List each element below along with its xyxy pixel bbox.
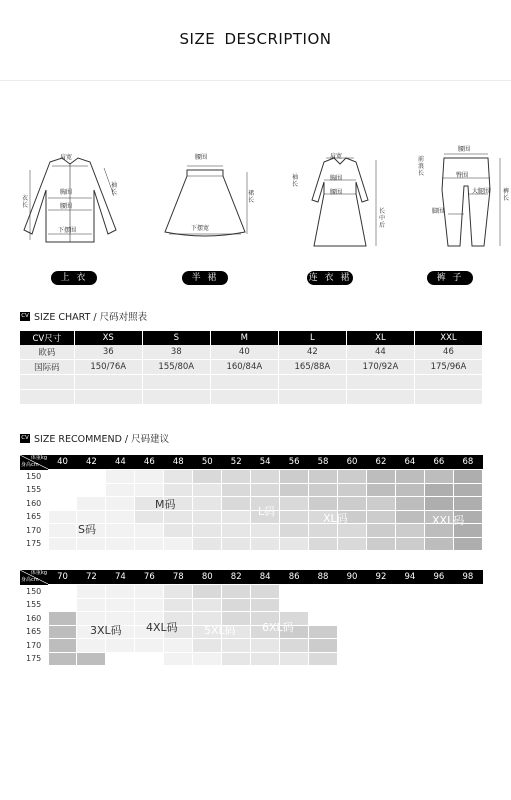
- recommend-cell: [48, 598, 77, 612]
- recommend-cell: [338, 652, 367, 666]
- front-rise-label: 前浪长: [418, 156, 425, 177]
- recommend-cell: [453, 585, 482, 599]
- recommend-cell: [424, 639, 453, 653]
- thigh-label: 大腿围: [472, 188, 491, 195]
- zone-label: M码: [155, 498, 176, 511]
- recommend-cell: [135, 639, 164, 653]
- cv-logo: CV: [21, 434, 29, 441]
- recommend-cell: [309, 625, 338, 639]
- weight-header: 90: [338, 570, 367, 585]
- row-label: 欧码: [20, 345, 74, 360]
- recommend-cell: [106, 483, 135, 497]
- recommend-cell: [193, 652, 222, 666]
- recommend-cell: [424, 612, 453, 626]
- recommend-cell: [106, 497, 135, 511]
- recommend-cell: [193, 585, 222, 599]
- recommend-cell: [222, 470, 251, 484]
- table-cell: 165/88A: [278, 360, 346, 375]
- leg-label: 脚围: [432, 208, 445, 215]
- table-cell: 150/76A: [74, 360, 142, 375]
- recommend-cell: [366, 598, 395, 612]
- pants-diagram-icon: [416, 146, 511, 250]
- header-cell: L: [278, 331, 346, 345]
- weight-header: 40: [48, 455, 77, 470]
- recommend-cell: [77, 598, 106, 612]
- recommend-cell: [309, 612, 338, 626]
- recommend-cell: [48, 625, 77, 639]
- table-cell: [278, 390, 346, 405]
- recommend-cell: [222, 585, 251, 599]
- weight-header: 84: [251, 570, 280, 585]
- weight-header: 42: [77, 455, 106, 470]
- recommend-cell: [395, 537, 424, 551]
- recommend-cell: [106, 524, 135, 538]
- recommend-cell: [366, 625, 395, 639]
- recommend-cell: [251, 483, 280, 497]
- page-title: SIZE DESCRIPTION: [179, 30, 332, 48]
- recommend-cell: [453, 612, 482, 626]
- hip-label: 臀围: [456, 172, 469, 179]
- table-row: [20, 375, 483, 390]
- recommend-cell: [135, 537, 164, 551]
- recommend-cell: [424, 483, 453, 497]
- weight-header: 92: [366, 570, 395, 585]
- recommend-cell: [77, 585, 106, 599]
- recommend-cell: [395, 598, 424, 612]
- weight-header: 76: [135, 570, 164, 585]
- corner-cell: [20, 455, 48, 470]
- recommend-cell: [222, 537, 251, 551]
- recommend-cell: [135, 524, 164, 538]
- table-cell: 44: [346, 345, 414, 360]
- recommend-cell: [424, 652, 453, 666]
- recommend-cell: [222, 483, 251, 497]
- recommend-cell: [280, 598, 309, 612]
- table-cell: 40: [210, 345, 278, 360]
- recommend-cell: [251, 639, 280, 653]
- skirt-diagram-icon: [155, 150, 255, 250]
- recommend-cell: [48, 652, 77, 666]
- height-label: 170: [20, 639, 48, 653]
- recommend-cell: [251, 524, 280, 538]
- weight-header: 68: [453, 455, 482, 470]
- recommend-cell: [366, 612, 395, 626]
- header-cell: CV尺寸: [20, 331, 74, 345]
- table-row: [20, 585, 483, 599]
- recommend-cell: [48, 483, 77, 497]
- recommend-cell: [366, 483, 395, 497]
- weight-header-row: [20, 455, 483, 470]
- weight-header: 66: [424, 455, 453, 470]
- recommend-cell: [135, 585, 164, 599]
- table-cell: [20, 375, 74, 390]
- header-cell: XS: [74, 331, 142, 345]
- weight-header: 54: [251, 455, 280, 470]
- recommend-cell: [77, 497, 106, 511]
- table-cell: [346, 390, 414, 405]
- zone-label: 6XL码: [262, 621, 294, 634]
- recommend-cell: [395, 585, 424, 599]
- recommend-cell: [135, 598, 164, 612]
- tag-top: 上 衣: [51, 271, 97, 285]
- waist-label: 腰围: [195, 154, 208, 161]
- height-axis-label: 身高cm: [21, 462, 39, 469]
- recommend-cell: [395, 470, 424, 484]
- tag-skirt: 半 裙: [182, 271, 228, 285]
- shirt-diagram-icon: [20, 150, 120, 250]
- table-cell: [414, 390, 482, 405]
- size-recommend-title: SIZE RECOMMEND / 尺码建议: [34, 434, 170, 445]
- recommend-cell: [164, 483, 193, 497]
- recommend-cell: [251, 470, 280, 484]
- table-cell: [210, 375, 278, 390]
- weight-header: 80: [193, 570, 222, 585]
- shoulder-label: 肩宽: [60, 154, 73, 161]
- recommend-cell: [338, 470, 367, 484]
- height-label: 160: [20, 497, 48, 511]
- weight-header: 86: [280, 570, 309, 585]
- table-cell: 160/84A: [210, 360, 278, 375]
- height-axis-label: 身高cm: [21, 577, 39, 584]
- table-cell: [74, 375, 142, 390]
- recommend-cell: [338, 612, 367, 626]
- recommend-cell: [48, 612, 77, 626]
- table-cell: [74, 390, 142, 405]
- weight-header: 74: [106, 570, 135, 585]
- recommend-cell: [309, 483, 338, 497]
- recommend-cell: [424, 585, 453, 599]
- recommend-cell: [366, 497, 395, 511]
- recommend-cell: [424, 625, 453, 639]
- recommend-cell: [106, 652, 135, 666]
- recommend-cell: [395, 510, 424, 524]
- recommend-cell: [338, 625, 367, 639]
- recommend-cell: [193, 510, 222, 524]
- weight-header: 82: [222, 570, 251, 585]
- recommend-cell: [338, 639, 367, 653]
- sleeve-label: 袖长: [111, 182, 118, 196]
- recommend-cell: [193, 639, 222, 653]
- weight-header: 78: [164, 570, 193, 585]
- table-cell: [142, 375, 210, 390]
- table-cell: [142, 390, 210, 405]
- height-label: 150: [20, 585, 48, 599]
- recommend-cell: [251, 652, 280, 666]
- table-row: [20, 497, 483, 511]
- recommend-cell: [77, 652, 106, 666]
- size-chart-table: [20, 331, 483, 405]
- shoulder-label: 肩宽: [330, 153, 343, 160]
- recommend-cell: [453, 652, 482, 666]
- length-label: 衣长: [22, 195, 29, 209]
- recommend-cell: [453, 537, 482, 551]
- recommend-cell: [193, 524, 222, 538]
- table-cell: 170/92A: [346, 360, 414, 375]
- recommend-cell: [193, 537, 222, 551]
- recommend-cell: [48, 510, 77, 524]
- table-row: [20, 639, 483, 653]
- recommend-cell: [280, 510, 309, 524]
- recommend-cell: [48, 524, 77, 538]
- zone-label: XXL码: [432, 514, 465, 527]
- recommend-cell: [135, 652, 164, 666]
- table-row: [20, 652, 483, 666]
- recommend-cell: [135, 510, 164, 524]
- recommend-cell: [280, 537, 309, 551]
- recommend-cell: [395, 483, 424, 497]
- recommend-cell: [77, 483, 106, 497]
- recommend-cell: [280, 470, 309, 484]
- recommend-cell: [338, 598, 367, 612]
- recommend-cell: [453, 625, 482, 639]
- height-label: 160: [20, 612, 48, 626]
- divider: [0, 80, 511, 81]
- waist-label: 腰围: [60, 203, 73, 210]
- waist-label: 腰围: [458, 146, 471, 153]
- height-label: 175: [20, 652, 48, 666]
- recommend-cell: [193, 598, 222, 612]
- hem-label: 下摆宽: [191, 225, 210, 232]
- table-cell: [20, 390, 74, 405]
- table-cell: 155/80A: [142, 360, 210, 375]
- recommend-cell: [338, 483, 367, 497]
- recommend-cell: [251, 537, 280, 551]
- table-row: [20, 598, 483, 612]
- recommend-cell: [309, 639, 338, 653]
- recommend-cell: [366, 537, 395, 551]
- recommend-cell: [453, 470, 482, 484]
- zone-label: XL码: [323, 512, 348, 525]
- table-row: [20, 390, 483, 405]
- recommend-cell: [164, 510, 193, 524]
- table-cell: 46: [414, 345, 482, 360]
- weight-header: 46: [135, 455, 164, 470]
- recommend-cell: [164, 537, 193, 551]
- recommend-cell: [164, 524, 193, 538]
- weight-header: 70: [48, 570, 77, 585]
- recommend-cell: [309, 585, 338, 599]
- recommend-cell: [193, 497, 222, 511]
- height-label: 155: [20, 598, 48, 612]
- recommend-cell: [193, 483, 222, 497]
- recommend-cell: [280, 639, 309, 653]
- recommend-cell: [48, 470, 77, 484]
- recommend-cell: [77, 639, 106, 653]
- recommend-cell: [222, 639, 251, 653]
- table-cell: 36: [74, 345, 142, 360]
- table-cell: [414, 375, 482, 390]
- recommend-cell: [309, 652, 338, 666]
- sleeve-label: 袖长: [292, 174, 299, 188]
- row-label: 国际码: [20, 360, 74, 375]
- recommend-cell: [309, 537, 338, 551]
- recommend-cell: [135, 470, 164, 484]
- recommend-cell: [222, 524, 251, 538]
- recommend-cell: [395, 639, 424, 653]
- recommend-cell: [338, 585, 367, 599]
- weight-header: 50: [193, 455, 222, 470]
- recommend-cell: [48, 497, 77, 511]
- size-chart-heading: [20, 309, 147, 323]
- recommend-cell: [164, 639, 193, 653]
- recommend-cell: [164, 652, 193, 666]
- recommend-cell: [424, 598, 453, 612]
- length-label: 裤长: [503, 188, 510, 202]
- recommend-cell: [222, 497, 251, 511]
- recommend-cell: [338, 537, 367, 551]
- weight-axis-label: 体重kg: [30, 570, 47, 577]
- recommend-cell: [424, 537, 453, 551]
- recommend-cell: [280, 524, 309, 538]
- recommend-cell: [309, 497, 338, 511]
- recommend-table-2: [20, 570, 483, 666]
- table-cell: 38: [142, 345, 210, 360]
- recommend-cell: [164, 585, 193, 599]
- recommend-cell: [280, 652, 309, 666]
- weight-header: 88: [309, 570, 338, 585]
- header-cell: S: [142, 331, 210, 345]
- height-label: 155: [20, 483, 48, 497]
- recommend-cell: [366, 510, 395, 524]
- recommend-cell: [395, 524, 424, 538]
- size-chart-title: SIZE CHART / 尺码对照表: [34, 312, 148, 323]
- recommend-cell: [251, 585, 280, 599]
- recommend-cell: [309, 470, 338, 484]
- recommend-cell: [453, 497, 482, 511]
- recommend-cell: [193, 470, 222, 484]
- table-row: [20, 345, 483, 360]
- recommend-cell: [106, 585, 135, 599]
- waist-label: 腰围: [330, 189, 343, 196]
- recommend-cell: [280, 483, 309, 497]
- recommend-cell: [338, 497, 367, 511]
- recommend-cell: [222, 510, 251, 524]
- height-label: 170: [20, 524, 48, 538]
- tag-dress: 连 衣 裙: [308, 273, 352, 283]
- header-cell: XXL: [414, 331, 482, 345]
- weight-header: 56: [280, 455, 309, 470]
- weight-header: 58: [309, 455, 338, 470]
- table-cell: [346, 375, 414, 390]
- table-row: [20, 360, 483, 375]
- recommend-cell: [366, 524, 395, 538]
- chest-label: 胸围: [60, 189, 73, 196]
- weight-header: 96: [424, 570, 453, 585]
- recommend-cell: [135, 483, 164, 497]
- recommend-cell: [251, 598, 280, 612]
- recommend-cell: [106, 537, 135, 551]
- recommend-cell: [366, 639, 395, 653]
- recommend-cell: [366, 470, 395, 484]
- recommend-cell: [77, 537, 106, 551]
- recommend-cell: [366, 585, 395, 599]
- zone-label: S码: [78, 523, 96, 536]
- recommend-cell: [453, 483, 482, 497]
- recommend-cell: [280, 585, 309, 599]
- recommend-cell: [366, 652, 395, 666]
- weight-header: 52: [222, 455, 251, 470]
- table-cell: [278, 375, 346, 390]
- height-label: 175: [20, 537, 48, 551]
- recommend-cell: [395, 612, 424, 626]
- weight-header: 72: [77, 570, 106, 585]
- table-cell: 175/96A: [414, 360, 482, 375]
- weight-header: 94: [395, 570, 424, 585]
- recommend-cell: [395, 497, 424, 511]
- zone-label: L码: [258, 505, 276, 518]
- dress-diagram-icon: [290, 150, 390, 250]
- corner-cell: [20, 570, 48, 585]
- length-label: 长中后: [379, 208, 386, 229]
- size-recommend-heading: [20, 431, 169, 445]
- recommend-cell: [77, 470, 106, 484]
- recommend-cell: [395, 652, 424, 666]
- recommend-cell: [48, 585, 77, 599]
- header-cell: XL: [346, 331, 414, 345]
- zone-label: 5XL码: [204, 624, 236, 637]
- recommend-cell: [222, 652, 251, 666]
- height-label: 165: [20, 510, 48, 524]
- table-row: [20, 483, 483, 497]
- table-row: [20, 537, 483, 551]
- weight-header: 48: [164, 455, 193, 470]
- recommend-cell: [309, 598, 338, 612]
- table-cell: 42: [278, 345, 346, 360]
- recommend-cell: [48, 639, 77, 653]
- weight-header: 60: [338, 455, 367, 470]
- weight-header: 44: [106, 455, 135, 470]
- recommend-cell: [106, 598, 135, 612]
- recommend-cell: [280, 497, 309, 511]
- size-chart-header-row: [20, 331, 483, 345]
- recommend-cell: [222, 598, 251, 612]
- hem-label: 下摆围: [58, 227, 77, 234]
- cv-logo: CV: [21, 312, 29, 319]
- recommend-cell: [106, 639, 135, 653]
- tag-pants: 裤 子: [427, 271, 473, 285]
- recommend-cell: [106, 510, 135, 524]
- header-cell: M: [210, 331, 278, 345]
- recommend-cell: [106, 470, 135, 484]
- chest-label: 胸围: [330, 175, 343, 182]
- zone-label: 4XL码: [146, 621, 178, 634]
- recommend-cell: [395, 625, 424, 639]
- recommend-cell: [48, 537, 77, 551]
- height-label: 165: [20, 625, 48, 639]
- weight-header: 62: [366, 455, 395, 470]
- recommend-cell: [453, 598, 482, 612]
- length-label: 裙长: [248, 190, 255, 204]
- recommend-cell: [424, 470, 453, 484]
- table-row: [20, 470, 483, 484]
- weight-header-row: [20, 570, 483, 585]
- height-label: 150: [20, 470, 48, 484]
- weight-header: 64: [395, 455, 424, 470]
- recommend-cell: [164, 598, 193, 612]
- weight-header: 98: [453, 570, 482, 585]
- table-cell: [210, 390, 278, 405]
- recommend-cell: [453, 639, 482, 653]
- recommend-cell: [424, 497, 453, 511]
- zone-label: 3XL码: [90, 624, 122, 637]
- recommend-cell: [164, 470, 193, 484]
- weight-axis-label: 体重kg: [30, 455, 47, 462]
